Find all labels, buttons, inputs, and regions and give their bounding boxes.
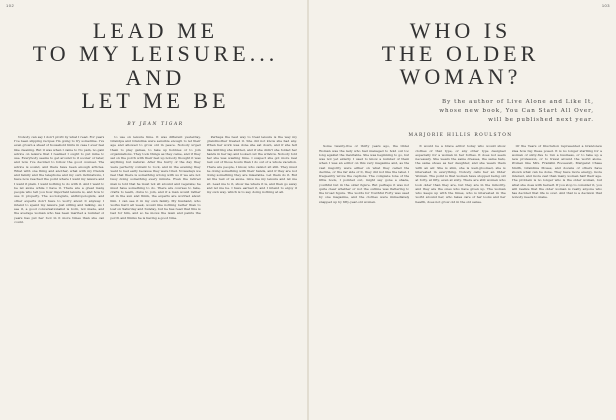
right-byline: MARJORIE HILLIS ROULSTON bbox=[408, 133, 513, 139]
left-page bbox=[0, 0, 307, 420]
left-article-title bbox=[14, 20, 297, 113]
left-column-2 bbox=[110, 135, 200, 371]
title-line: LET ME BE bbox=[81, 88, 230, 114]
right-column-3 bbox=[512, 144, 602, 406]
page-number-left: 102 bbox=[6, 3, 15, 8]
left-column-3 bbox=[207, 135, 297, 371]
left-column-1 bbox=[14, 135, 104, 371]
author-intro bbox=[319, 98, 602, 125]
body-paragraph: Perhaps the best way to treat leisure is the way my grandmother treated it. She did not know she had any. When her work was done she sat down, and if she felt like knitting she knitted, and if she didn't she folded her hands in her lap and looked out the window. Nobody told her she was wasting time. I suspect she got more real rest out of those hours than I do out of a whole vacation. There are people, I know, who cannot sit still. They must be doing something with their hands, and if they are not doing something they are miserable. Let them do it. But let the rest of us alone. Give me my leisure and let me sit. Lead me to it, show me where it is, and then go away and let me be. I have earned it, and I intend to enjoy it my own way, which is to say, doing nothing at all. bbox=[206, 134, 297, 194]
right-page bbox=[309, 0, 616, 420]
intro-line: whose new book, You Can Start All Over, bbox=[439, 108, 594, 115]
title-line: TO MY LEISURE... bbox=[32, 41, 279, 67]
right-body-columns bbox=[319, 144, 602, 406]
right-column-1 bbox=[319, 144, 409, 406]
title-line: AND bbox=[125, 64, 186, 90]
right-article-title bbox=[319, 20, 602, 88]
body-paragraph: to use on leisure time. It was different yesterday, Grandpa and Grandma were sensible enough to let their age and allowed to grow old in peace. Nobody urged them to play games, to take up hobbies or to join organizations. They took things as they came, and if they sat on the porch with their feet up nobody thought it was anything but natural. After the hurry of the day they were perfectly content to rock, and in the evening they went to bed early because they were tired. Nowadays we feel that there is something wrong with us if we are not busy doing something every minute. Even the retired man is told that he must not sit around and vegetate; he must have something to do. There are courses to take, crafts to learn, clubs to join, and if a man would rather sit in the sun and think, the experts are worried about him. I can see it in my own family. My husband, who works hard all week, would like nothing better than to loaf on Saturday and Sunday, but he has read that this is bad for him, and so he mows the lawn and paints the porch and thinks he is having a good time. bbox=[110, 134, 201, 220]
intro-line: By the author of Live Alone and Like It, bbox=[442, 99, 594, 106]
left-byline: BY JEAN TIGAR bbox=[127, 121, 184, 127]
left-body-columns bbox=[14, 135, 297, 371]
body-paragraph: Some twenty-five or thirty years ago, the Older Woman was the lady who had managed to hold out too long against the inevitable. She was beginning to go, but was not yet elderly. I used to know a number of them when I was an editor on this very magazine and, as the vast majority were either on what they called the decline, or the far side of it, they did not like the label. I frequently wrote the captions. The complete tone of the little book, I pointed out, might say gone a shade, youthful but in the older figure. But perhaps it was not quite clear whether or not the outline was flattering to the broad figure. The words for Youthful Forty was used by one magazine, and the clothes were immediately snapped up by fifty-year-old women. bbox=[319, 144, 410, 204]
page-number-right: 103 bbox=[601, 3, 610, 8]
title-line: LEAD ME bbox=[92, 18, 219, 43]
title-line: WHO IS bbox=[409, 18, 512, 43]
body-paragraph: Of the Tears of Discretion represented a brand-new idea how big these posed. It is no longer startling for a woman of sixty-five to run a business, or to take up a new profession, or to travel around the world alone. Women like Mrs. Franklin Roosevelt, Margaret Chase Smith, Grandma Moses, and dozens of others have shown what can be done. They have more energy, more interest, and more zest than many women half their age. The problem is no longer who is the older woman, but what she does with herself. If you stop to consider it, you will realize that the older woman is really anyone who has decided that life is over. And that is a decision that nobody needs to make. bbox=[511, 144, 602, 200]
body-paragraph: Nobody can say I don't profit by what I read. For years I've been slipping recipes I'm going to try sometime. I've even grown a sheaf of household hints in case I ever feel like cleaning. But it was when I came to No pain, no gain advice on leisure that I realized I ought to put mine to use. Everybody seems to get around to it sooner or later, and now I've decided to follow the good counsel. The advice is sound, and there have been enough articles. What with one thing and another, what with my friends and family and the telephone and my own inclinations, I have now reached the point where I want my leisure and I want it plain. I want nothing to do with it. And I want to be let alone while I have it. There are a great many people who tell you how important leisure is, and how to use it properly. The sociologists, anthropologists, and other experts don't have to worry about it anyway. I intend to spend my leisure just sitting and talking. As I see it, a good conversationalist is born, not made, and the average woman who has been married a number of years has put her foot in it more times than she can count. bbox=[14, 134, 105, 224]
title-line: THE OLDER WOMAN? bbox=[381, 41, 540, 89]
right-column-2 bbox=[415, 144, 505, 406]
intro-line: will be published next year. bbox=[488, 117, 594, 124]
body-paragraph: It would be a brave editor today who would show clothes of that type, or any other type designed especially for a woman in her forties. It does not seem necessary. She wears the same dresses, the same hats, the same shoes as her daughter, and she wears them with an air. She is slim, she is well-groomed, she is interested in everything. Nobody calls her an Older Woman. The point is that women have stopped being old at forty, at fifty, even at sixty. There are still women who look older than they are, but they are in the minority, and they are the ones who have given up. The woman who keeps up with the times, who is interested in the world around her, who takes care of her looks and her health, does not grow old in the old sense. bbox=[415, 144, 506, 204]
